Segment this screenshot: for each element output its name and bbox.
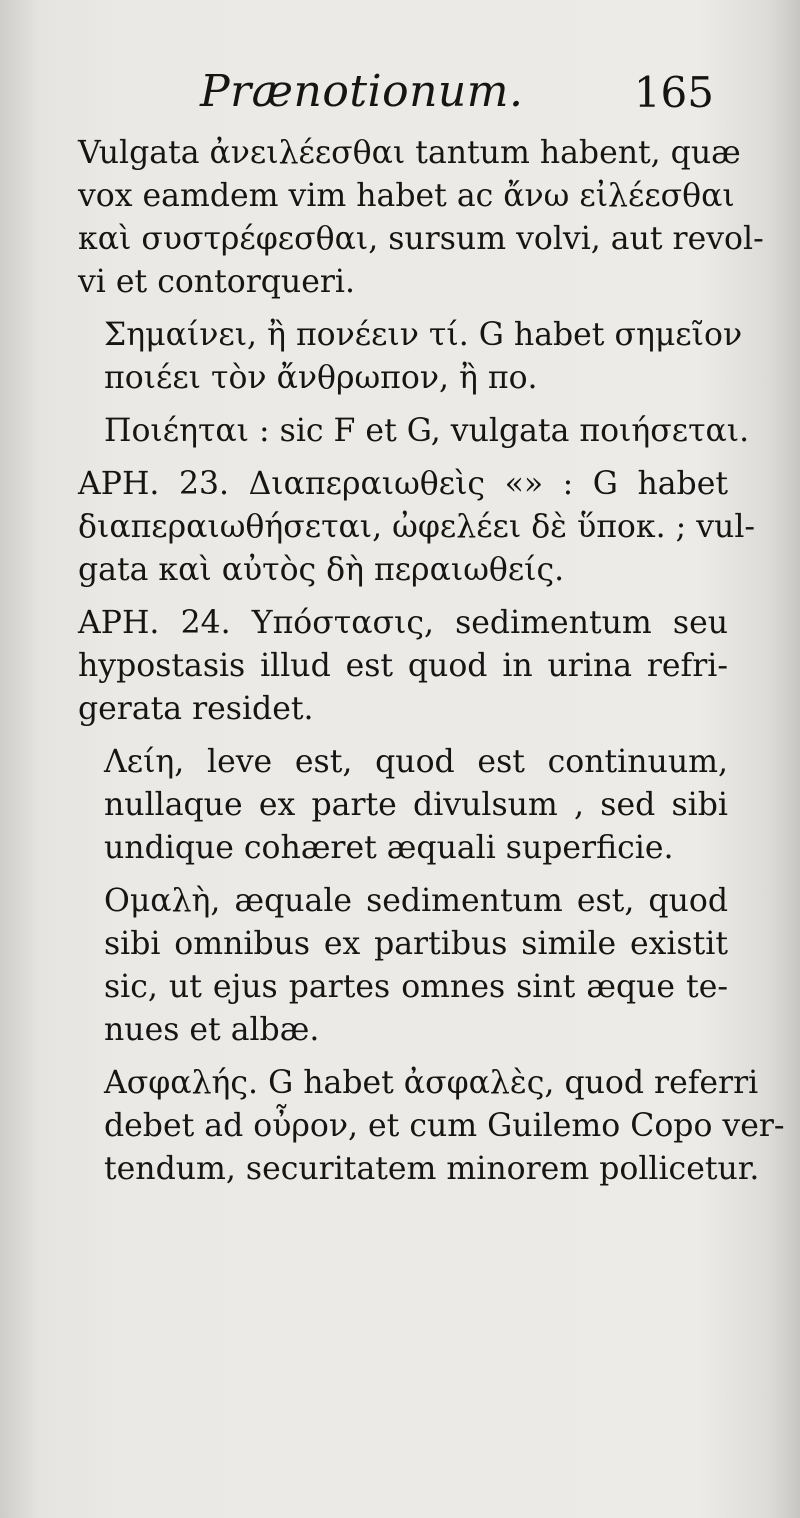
text-line: APH. 23. Διαπεραιωθεὶς «» : G habet (78, 466, 728, 502)
paragraph-leie (78, 741, 728, 870)
paragraph-2 (78, 314, 743, 400)
text-line: undique cohæret æquali superficie. (104, 830, 674, 866)
text-line: gata καὶ αὐτὸς δὴ περαιωθείς. (78, 552, 565, 588)
paragraph-1 (78, 132, 764, 304)
page-number: 165 (633, 68, 714, 117)
text-line: Ποιέηται : sic F et G, vulgata ποιήσεται. (104, 413, 750, 449)
text-line: sibi omnibus ex partibus simile existit (104, 926, 728, 962)
text-line: debet ad οὖρον, et cum Guilemo Copo ver- (104, 1108, 785, 1144)
text-line: nullaque ex parte divulsum , sed sibi (104, 787, 728, 823)
text-line: tendum, securitatem minorem pollicetur. (104, 1151, 760, 1187)
paragraph-asphales (78, 1062, 785, 1191)
paragraph-omale (78, 880, 728, 1052)
text-line: nues et albæ. (104, 1012, 320, 1048)
paragraph-3 (78, 410, 750, 453)
running-title: Prænotionum. (200, 66, 524, 117)
text-line: Ομαλὴ, æquale sedimentum est, quod (104, 883, 728, 919)
body-text (78, 132, 785, 1201)
text-line: hypostasis illud est quod in urina refri- (78, 648, 728, 684)
text-line: Σημαίνει, ἢ πονέειν τί. G habet σημεῖον (104, 317, 743, 353)
aphorism-23 (78, 463, 756, 592)
text-line: APH. 24. Υπόστασις, sedimentum seu (78, 605, 728, 641)
text-line: gerata residet. (78, 691, 314, 727)
text-line: καὶ συστρέφεσθαι, sursum volvi, aut revol- (78, 221, 764, 257)
text-line: ποιέει τὸν ἄνθρωπον, ἢ πο. (104, 360, 538, 396)
text-line: Λείη, leve est, quod est continuum, (104, 744, 728, 780)
text-line: Ασφαλής. G habet ἀσφαλὲς, quod referri (104, 1065, 759, 1101)
text-line: vox eamdem vim habet ac ἄνω εἰλέεσθαι (78, 178, 735, 214)
text-line: Vulgata ἀνειλέεσθαι tantum habent, quæ (78, 135, 741, 171)
aphorism-24 (78, 602, 728, 731)
page-header (200, 66, 720, 126)
text-line: διαπεραιωθήσεται, ὠφελέει δὲ ὕποκ. ; vul- (78, 509, 756, 545)
text-line: sic, ut ejus partes omnes sint æque te- (104, 969, 728, 1005)
text-line: vi et contorqueri. (78, 264, 356, 300)
